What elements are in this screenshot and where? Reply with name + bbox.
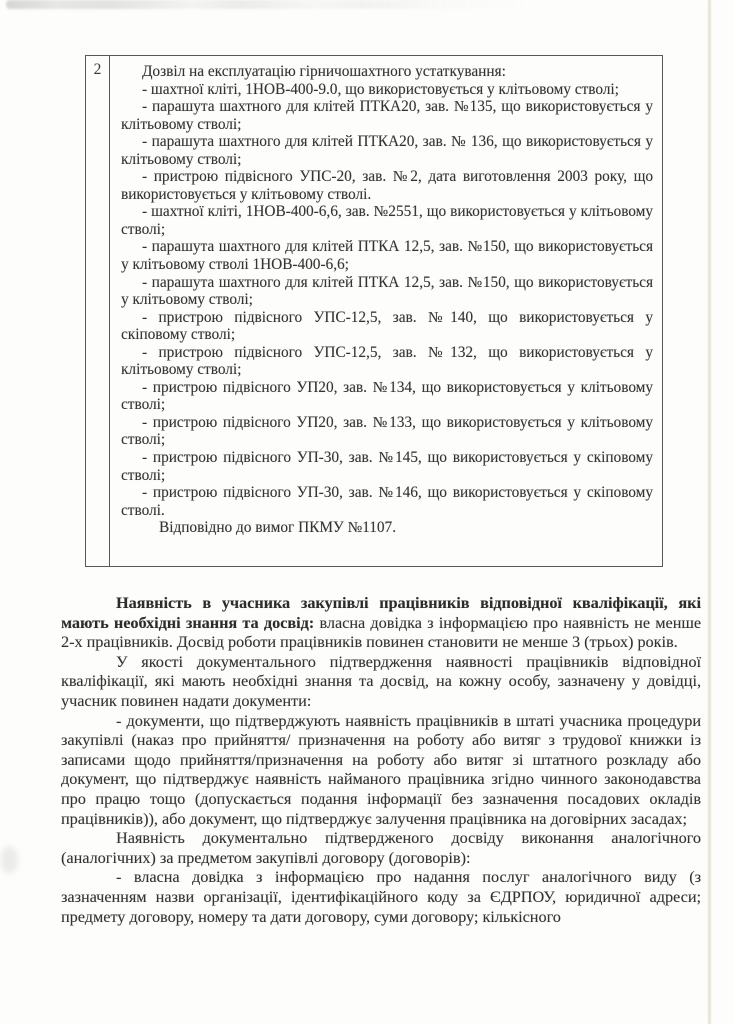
permit-list-item: - пристрою підвісного УПС-12,5, зав. №140, що використовується у скіповому стволі; [121, 308, 653, 344]
requirements-table [85, 55, 663, 567]
permit-list-title: Дозвіл на експлуатацію гірничошахтного устаткування: [142, 63, 506, 80]
table-row-number: 2 [86, 56, 110, 566]
permit-list-item: - пристрою підвісного УП-30, зав. №146, що використовується у скіповому стволі. [121, 484, 653, 519]
permit-list-item: - пристрою підвісного УП20, зав. №134, що використовується у клітьовому стволі; [121, 378, 653, 414]
permit-list-item: - парашута шахтного для клітей ПТКА 12,5, зав. №150, що використовується у клітьовому стволі 1НОВ-400-6,6; [121, 238, 653, 274]
permit-list-item: - пристрою підвісного УПС-20, зав. №2, дата виготовлення 2003 року, що використовується у клітьовому стволі. [121, 168, 653, 203]
permit-list-note: Відповідно до вимог ПКМУ №1107. [159, 519, 397, 537]
permit-list-item: - парашута шахтного для клітей ПТКА20, зав. №135, що використовується у клітьовому стволі; [121, 98, 653, 133]
document-body [61, 594, 701, 927]
paragraph-experience: Наявність документально підтвердженого досвіду виконання аналогічного (аналогічних) за предметом закупівлі договору (договорів): [61, 829, 701, 867]
paragraph-staff-documents: - документи, що підтверджують наявність працівників в штаті учасника процедури закупівлі (наказ про прийняття/ призначення на роботу або витяг з трудової книжки із записами щодо прийняття/призначення на роботу або витяг зі штатного розкладу або документ, що підтверджує наявність найманого працівника згідно чинного законодавства про працю тощо (допускається подання інформації без зазначення посадових окладів працівників)), або документ, що підтверджує залучення працівника на договірних засадах; [61, 711, 701, 828]
permit-list-item: - пристрою підвісного УП-30, зав. №145, що використовується у скіповому стволі; [121, 449, 653, 484]
permit-list-item: - пристрою підвісного УП20, зав. №133, що використовується у клітьовому стволі; [121, 413, 653, 449]
paragraph-qualification [61, 594, 701, 653]
permit-list-item: - пристрою підвісного УПС-12,5, зав. №132, що використовується у клітьовому стволі; [121, 343, 653, 379]
qualification-text: власна довідка з інформацією про наявність не менше 2-х працівників. Досвід роботи працівників повинен становити не менше 3 (трьох) років. [61, 613, 702, 652]
scan-edge-line [708, 0, 711, 1024]
scan-smudge-left [1, 846, 18, 874]
permit-list-item: - парашута шахтного для клітей ПТКА20, зав. № 136, що використовується у клітьовому стволі; [121, 133, 653, 168]
permit-list-item: - парашута шахтного для клітей ПТКА 12,5, зав. №150, що використовується у клітьовому стволі; [121, 273, 653, 309]
permit-list-item: - шахтної кліті, 1НОВ-400-6,6, зав. №2551, що використовується у клітьовому стволі; [121, 203, 653, 238]
qualification-heading: Наявність в учасника закупівлі працівників відповідної кваліфікації, які мають необхідні знання та досвід: [61, 594, 701, 632]
scan-smudge-top [6, 0, 571, 9]
permit-list-item: - шахтної кліті, 1НОВ-400-9.0, що використовується у клітьовому стволі; [142, 80, 619, 98]
paragraph-confirmation-docs: У якості документального підтвердження наявності працівників відповідної кваліфікації, які мають необхідні знання та досвід, на кожну особу, зазначену у довідці, учасник повинен надати документи: [61, 652, 701, 710]
paragraph-reference-info: - власна довідка з інформацією про надання послуг аналогічного виду (з зазначенням назви організації, ідентифікаційного коду за ЄДРПОУ, юридичної адреси; предмету договору, номеру та дати договору, суми договору; кількісного [61, 868, 701, 926]
table-cell-permit-list [110, 56, 662, 566]
